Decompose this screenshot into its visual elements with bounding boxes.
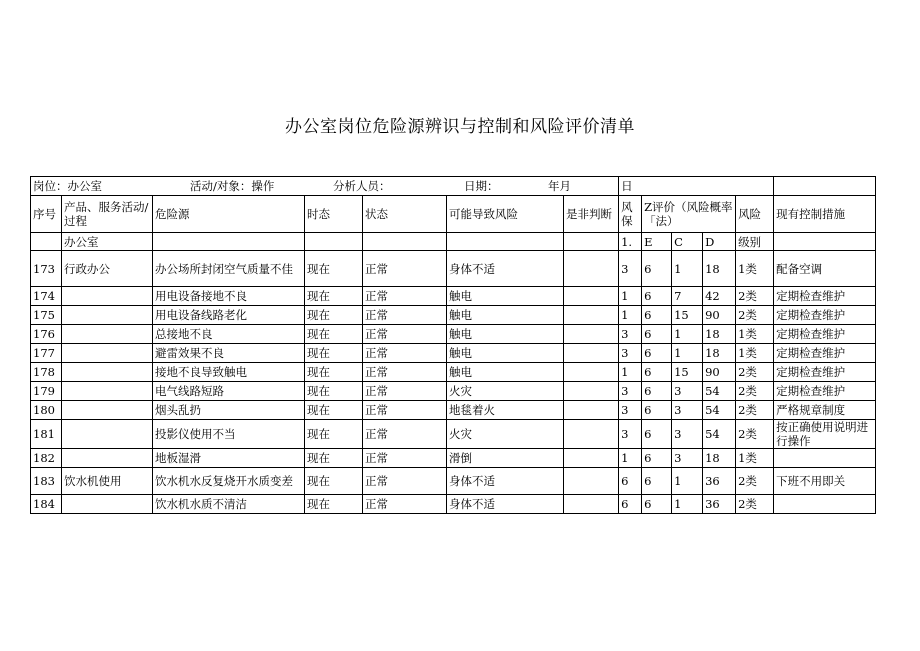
row-judge xyxy=(564,251,619,287)
row-measure: 定期检查维护 xyxy=(774,287,876,306)
row-measure: 按正确使用说明进行操作 xyxy=(774,420,876,449)
row-measure: 配备空调 xyxy=(774,251,876,287)
row-state: 正常 xyxy=(363,306,447,325)
row-activity xyxy=(62,382,153,401)
row-measure: 下班不用即关 xyxy=(774,468,876,495)
row-hazard: 用电设备线路老化 xyxy=(153,306,305,325)
row-tense: 现在 xyxy=(305,495,363,514)
row-activity xyxy=(62,495,153,514)
row-d: 18 xyxy=(703,251,736,287)
row-seq: 180 xyxy=(31,401,62,420)
row-risk: 触电 xyxy=(447,306,564,325)
row-c: 1 xyxy=(672,325,703,344)
row-e: 6 xyxy=(642,449,672,468)
row-risk: 触电 xyxy=(447,325,564,344)
row-seq: 175 xyxy=(31,306,62,325)
row-c: 1 xyxy=(672,251,703,287)
row-measure: 定期检查维护 xyxy=(774,344,876,363)
header-risk-level: 风险 xyxy=(736,196,774,233)
row-c: 3 xyxy=(672,401,703,420)
row-activity xyxy=(62,449,153,468)
row-tense: 现在 xyxy=(305,363,363,382)
row-measure: 定期检查维护 xyxy=(774,363,876,382)
row-l: 1 xyxy=(619,449,642,468)
row-l: 3 xyxy=(619,251,642,287)
row-l: 3 xyxy=(619,401,642,420)
row-hazard: 电气线路短路 xyxy=(153,382,305,401)
row-level: 2类 xyxy=(736,401,774,420)
row-tense: 现在 xyxy=(305,449,363,468)
row-l: 3 xyxy=(619,420,642,449)
row-activity xyxy=(62,363,153,382)
row-hazard: 烟头乱扔 xyxy=(153,401,305,420)
row-state: 正常 xyxy=(363,401,447,420)
row-state: 正常 xyxy=(363,495,447,514)
header-state: 状态 xyxy=(363,196,447,233)
row-e: 6 xyxy=(642,306,672,325)
table-row xyxy=(31,495,876,514)
table-row xyxy=(31,287,876,306)
table-row xyxy=(31,382,876,401)
row-level: 1类 xyxy=(736,449,774,468)
row-activity xyxy=(62,325,153,344)
row-tense: 现在 xyxy=(305,401,363,420)
row-c: 15 xyxy=(672,363,703,382)
row-measure: 严格规章制度 xyxy=(774,401,876,420)
table-row xyxy=(31,251,876,287)
subheader-level: 级别 xyxy=(736,233,774,251)
row-d: 90 xyxy=(703,363,736,382)
row-tense: 现在 xyxy=(305,382,363,401)
row-l: 1 xyxy=(619,306,642,325)
table-row xyxy=(31,401,876,420)
row-seq: 178 xyxy=(31,363,62,382)
date-label: 日期： xyxy=(464,179,499,193)
analyst-label: 分析人员： xyxy=(333,179,391,193)
row-measure xyxy=(774,449,876,468)
row-level: 1类 xyxy=(736,325,774,344)
row-e: 6 xyxy=(642,325,672,344)
row-judge xyxy=(564,468,619,495)
row-level: 1类 xyxy=(736,251,774,287)
row-judge xyxy=(564,306,619,325)
row-hazard: 地板湿滑 xyxy=(153,449,305,468)
row-hazard: 接地不良导致触电 xyxy=(153,363,305,382)
row-level: 2类 xyxy=(736,468,774,495)
row-e: 6 xyxy=(642,344,672,363)
row-e: 6 xyxy=(642,420,672,449)
row-l: 6 xyxy=(619,495,642,514)
row-c: 3 xyxy=(672,382,703,401)
hazard-table xyxy=(30,176,876,514)
row-e: 6 xyxy=(642,468,672,495)
row-c: 3 xyxy=(672,420,703,449)
row-l: 3 xyxy=(619,344,642,363)
row-l: 3 xyxy=(619,325,642,344)
row-d: 90 xyxy=(703,306,736,325)
table-row xyxy=(31,468,876,495)
row-state: 正常 xyxy=(363,420,447,449)
row-d: 18 xyxy=(703,344,736,363)
table-row xyxy=(31,344,876,363)
row-activity xyxy=(62,344,153,363)
subheader-l: 1. xyxy=(619,233,642,251)
row-e: 6 xyxy=(642,287,672,306)
row-hazard: 办公场所封闭空气质量不佳 xyxy=(153,251,305,287)
row-activity xyxy=(62,401,153,420)
row-tense: 现在 xyxy=(305,468,363,495)
day-label: 日 xyxy=(619,177,774,196)
header-tense: 时态 xyxy=(305,196,363,233)
header-risk-guarantee: 风保 xyxy=(619,196,642,233)
row-level: 2类 xyxy=(736,495,774,514)
table-row xyxy=(31,449,876,468)
info-cell xyxy=(31,177,619,196)
row-tense: 现在 xyxy=(305,251,363,287)
row-judge xyxy=(564,495,619,514)
row-risk: 身体不适 xyxy=(447,468,564,495)
row-judge xyxy=(564,325,619,344)
row-hazard: 饮水机水反复烧开水质变差 xyxy=(153,468,305,495)
subheader-d: D xyxy=(703,233,736,251)
row-state: 正常 xyxy=(363,468,447,495)
row-state: 正常 xyxy=(363,287,447,306)
row-d: 54 xyxy=(703,382,736,401)
row-risk: 火灾 xyxy=(447,382,564,401)
header-product: 产品、服务活动/过程 xyxy=(62,196,153,233)
row-level: 2类 xyxy=(736,420,774,449)
row-tense: 现在 xyxy=(305,420,363,449)
activity-label: 活动/对象：操作 xyxy=(190,179,275,193)
row-c: 1 xyxy=(672,344,703,363)
row-level: 2类 xyxy=(736,382,774,401)
row-judge xyxy=(564,420,619,449)
row-activity xyxy=(62,287,153,306)
header-hazard: 危险源 xyxy=(153,196,305,233)
row-risk: 地毯着火 xyxy=(447,401,564,420)
header-row xyxy=(31,196,876,233)
subheader-blank xyxy=(564,233,619,251)
header-risk: 可能导致风险 xyxy=(447,196,564,233)
row-seq: 174 xyxy=(31,287,62,306)
row-measure: 定期检查维护 xyxy=(774,382,876,401)
row-hazard: 饮水机水质不清洁 xyxy=(153,495,305,514)
row-risk: 触电 xyxy=(447,344,564,363)
row-c: 3 xyxy=(672,449,703,468)
row-activity xyxy=(62,420,153,449)
row-state: 正常 xyxy=(363,363,447,382)
row-d: 42 xyxy=(703,287,736,306)
subheader-blank xyxy=(363,233,447,251)
subheader-e: E xyxy=(642,233,672,251)
row-d: 54 xyxy=(703,420,736,449)
subheader-blank xyxy=(774,233,876,251)
row-level: 2类 xyxy=(736,306,774,325)
subheader-blank xyxy=(447,233,564,251)
row-risk: 滑倒 xyxy=(447,449,564,468)
header-judge: 是非判断 xyxy=(564,196,619,233)
row-measure xyxy=(774,495,876,514)
table-row xyxy=(31,325,876,344)
row-risk: 触电 xyxy=(447,287,564,306)
row-state: 正常 xyxy=(363,344,447,363)
row-seq: 179 xyxy=(31,382,62,401)
row-level: 1类 xyxy=(736,344,774,363)
row-e: 6 xyxy=(642,251,672,287)
subheader-row xyxy=(31,233,876,251)
row-hazard: 总接地不良 xyxy=(153,325,305,344)
subheader-dept: 办公室 xyxy=(62,233,153,251)
subheader-c: C xyxy=(672,233,703,251)
post-label: 岗位：办公室 xyxy=(33,179,102,193)
row-e: 6 xyxy=(642,401,672,420)
table-row xyxy=(31,306,876,325)
row-d: 18 xyxy=(703,449,736,468)
row-d: 54 xyxy=(703,401,736,420)
header-z-eval: Z评价（风险概率「法） xyxy=(642,196,736,233)
year-month-label: 年月 xyxy=(548,179,571,193)
info-blank xyxy=(774,177,876,196)
row-c: 1 xyxy=(672,495,703,514)
row-seq: 173 xyxy=(31,251,62,287)
row-e: 6 xyxy=(642,363,672,382)
row-level: 2类 xyxy=(736,363,774,382)
row-d: 18 xyxy=(703,325,736,344)
row-c: 7 xyxy=(672,287,703,306)
row-d: 36 xyxy=(703,468,736,495)
row-state: 正常 xyxy=(363,382,447,401)
row-hazard: 避雷效果不良 xyxy=(153,344,305,363)
subheader-blank xyxy=(305,233,363,251)
row-l: 1 xyxy=(619,287,642,306)
row-judge xyxy=(564,363,619,382)
row-judge xyxy=(564,401,619,420)
row-activity: 行政办公 xyxy=(62,251,153,287)
row-risk: 身体不适 xyxy=(447,495,564,514)
row-c: 1 xyxy=(672,468,703,495)
table-row xyxy=(31,420,876,449)
row-judge xyxy=(564,382,619,401)
row-activity: 饮水机使用 xyxy=(62,468,153,495)
header-controls: 现有控制措施 xyxy=(774,196,876,233)
row-state: 正常 xyxy=(363,325,447,344)
row-seq: 182 xyxy=(31,449,62,468)
row-tense: 现在 xyxy=(305,306,363,325)
row-c: 15 xyxy=(672,306,703,325)
row-d: 36 xyxy=(703,495,736,514)
row-seq: 181 xyxy=(31,420,62,449)
row-level: 2类 xyxy=(736,287,774,306)
row-seq: 184 xyxy=(31,495,62,514)
document-title: 办公室岗位危险源辨识与控制和风险评价清单 xyxy=(285,117,635,137)
row-judge xyxy=(564,287,619,306)
info-row xyxy=(31,177,876,196)
row-tense: 现在 xyxy=(305,344,363,363)
row-l: 6 xyxy=(619,468,642,495)
row-judge xyxy=(564,344,619,363)
row-measure: 定期检查维护 xyxy=(774,306,876,325)
row-seq: 177 xyxy=(31,344,62,363)
row-measure: 定期检查维护 xyxy=(774,325,876,344)
row-tense: 现在 xyxy=(305,325,363,344)
row-activity xyxy=(62,306,153,325)
row-l: 3 xyxy=(619,382,642,401)
row-state: 正常 xyxy=(363,251,447,287)
row-e: 6 xyxy=(642,495,672,514)
row-risk: 身体不适 xyxy=(447,251,564,287)
row-risk: 触电 xyxy=(447,363,564,382)
row-hazard: 投影仪使用不当 xyxy=(153,420,305,449)
row-seq: 176 xyxy=(31,325,62,344)
row-risk: 火灾 xyxy=(447,420,564,449)
row-tense: 现在 xyxy=(305,287,363,306)
subheader-blank xyxy=(153,233,305,251)
header-seq: 序号 xyxy=(31,196,62,233)
table-row xyxy=(31,363,876,382)
row-hazard: 用电设备接地不良 xyxy=(153,287,305,306)
row-l: 1 xyxy=(619,363,642,382)
row-state: 正常 xyxy=(363,449,447,468)
row-judge xyxy=(564,449,619,468)
row-e: 6 xyxy=(642,382,672,401)
row-seq: 183 xyxy=(31,468,62,495)
subheader-blank xyxy=(31,233,62,251)
